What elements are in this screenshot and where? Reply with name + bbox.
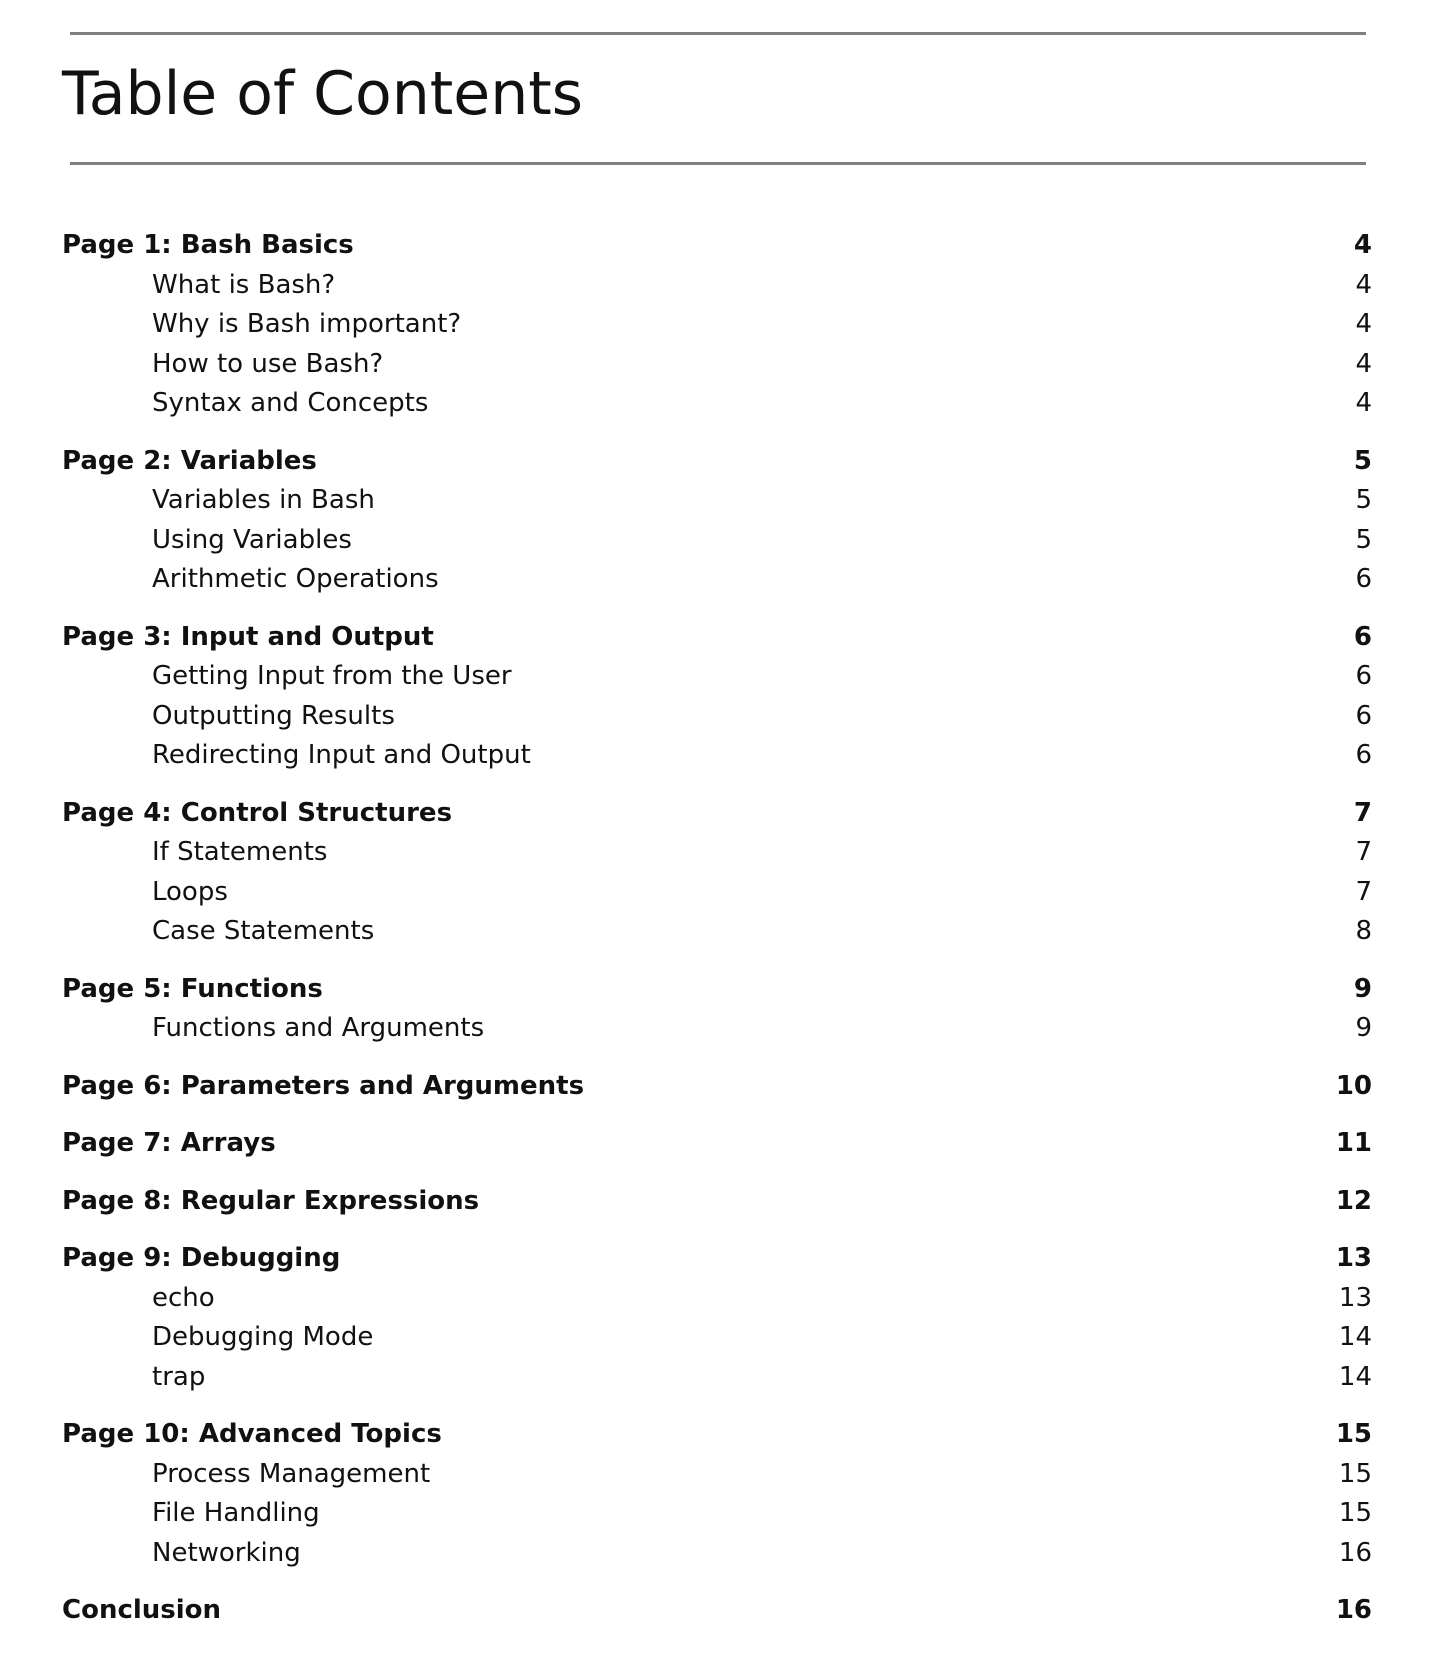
toc-subentry[interactable] <box>0 1455 1442 1495</box>
toc-entry-label: Page 10: Advanced Topics <box>62 1419 442 1449</box>
toc-section <box>0 226 1442 424</box>
toc-subentry-page-number: 14 <box>1338 1361 1372 1392</box>
toc-subentry-label: Getting Input from the User <box>152 661 512 691</box>
toc-subentry-page-number: 7 <box>1355 837 1372 867</box>
toc-entry-label: Page 3: Input and Output <box>62 621 434 652</box>
toc-subentry-page-number: 7 <box>1355 876 1372 907</box>
toc-subentry-page-number: 15 <box>1338 1498 1372 1528</box>
toc-subentry[interactable] <box>0 1318 1442 1358</box>
toc-subentry[interactable] <box>0 736 1442 776</box>
toc-entry[interactable] <box>0 1067 1442 1107</box>
toc-section <box>0 1124 1442 1164</box>
toc-section <box>0 1591 1442 1631</box>
toc-subentry[interactable] <box>0 384 1442 424</box>
toc-subentry-label: trap <box>152 1361 206 1392</box>
toc-section <box>0 1415 1442 1573</box>
toc-subentry-label: Arithmetic Operations <box>152 564 439 594</box>
toc-subentry[interactable] <box>0 1358 1442 1398</box>
toc-subentry-label: echo <box>152 1282 215 1313</box>
toc-section <box>0 970 1442 1049</box>
page-title: Table of Contents <box>62 59 584 129</box>
toc-subentry-page-number: 16 <box>1338 1537 1372 1568</box>
toc-subentry-label: Networking <box>152 1537 301 1568</box>
toc-subentry-label: File Handling <box>152 1498 320 1528</box>
toc-entry[interactable] <box>0 618 1442 658</box>
toc-subentry-page-number: 4 <box>1355 348 1372 379</box>
toc-subentry-label: Process Management <box>152 1458 431 1489</box>
toc-subentry-page-number: 5 <box>1355 485 1372 515</box>
toc-subentry-page-number: 6 <box>1355 700 1372 731</box>
title-underline-rule <box>70 162 1366 165</box>
toc-subentry-label: Case Statements <box>152 916 375 946</box>
toc-entry-label: Page 5: Functions <box>62 973 323 1004</box>
top-rule <box>70 32 1366 35</box>
toc-entry-page-number: 4 <box>1353 230 1372 260</box>
toc-entry-label: Page 1: Bash Basics <box>62 230 354 260</box>
toc-subentry[interactable] <box>0 560 1442 600</box>
toc-subentry-page-number: 14 <box>1338 1322 1372 1352</box>
toc-subentry-label: Syntax and Concepts <box>152 388 429 418</box>
toc-subentry-page-number: 8 <box>1355 916 1372 946</box>
toc-entry-page-number: 10 <box>1335 1070 1372 1101</box>
toc-subentry-label: How to use Bash? <box>152 348 384 379</box>
toc-entry[interactable] <box>0 970 1442 1010</box>
toc-entry[interactable] <box>0 1124 1442 1164</box>
toc-section <box>0 442 1442 600</box>
toc-subentry[interactable] <box>0 912 1442 952</box>
toc-entry-label: Page 6: Parameters and Arguments <box>62 1070 585 1101</box>
toc-entry-page-number: 6 <box>1353 621 1372 652</box>
toc-subentry-label: Redirecting Input and Output <box>152 740 531 770</box>
toc-subentry[interactable] <box>0 345 1442 385</box>
toc-section <box>0 1239 1442 1397</box>
toc-entry-page-number: 13 <box>1335 1243 1372 1273</box>
toc-subentry-label: Loops <box>152 876 228 907</box>
toc-subentry[interactable] <box>0 1494 1442 1534</box>
toc-entry-label: Page 4: Control Structures <box>62 797 453 828</box>
toc-subentry[interactable] <box>0 305 1442 345</box>
toc-entry[interactable] <box>0 1591 1442 1631</box>
toc-entry-page-number: 16 <box>1335 1595 1372 1625</box>
toc-subentry-page-number: 6 <box>1355 661 1372 691</box>
toc-subentry-page-number: 5 <box>1355 524 1372 555</box>
toc-subentry-label: Why is Bash important? <box>152 309 462 339</box>
toc-subentry-label: Variables in Bash <box>152 485 375 515</box>
toc-entry[interactable] <box>0 1415 1442 1455</box>
toc-subentry[interactable] <box>0 833 1442 873</box>
toc-subentry-label: If Statements <box>152 837 328 867</box>
toc-subentry-page-number: 6 <box>1355 564 1372 594</box>
toc-entry-label: Page 8: Regular Expressions <box>62 1185 480 1216</box>
toc-entry-label: Conclusion <box>62 1595 222 1625</box>
toc-subentry[interactable] <box>0 266 1442 306</box>
toc-subentry[interactable] <box>0 873 1442 913</box>
toc-subentry-page-number: 4 <box>1355 269 1372 300</box>
toc-entry-page-number: 11 <box>1335 1128 1372 1158</box>
toc-subentry[interactable] <box>0 697 1442 737</box>
toc-entry-label: Page 7: Arrays <box>62 1128 276 1158</box>
toc-subentry-label: Outputting Results <box>152 700 395 731</box>
toc-subentry[interactable] <box>0 481 1442 521</box>
toc-entry[interactable] <box>0 1239 1442 1279</box>
toc-subentry[interactable] <box>0 1279 1442 1319</box>
toc-entry[interactable] <box>0 442 1442 482</box>
toc-entry[interactable] <box>0 226 1442 266</box>
toc-subentry[interactable] <box>0 657 1442 697</box>
toc-entry-label: Page 2: Variables <box>62 445 317 476</box>
toc-subentry-label: What is Bash? <box>152 269 336 300</box>
toc-subentry-page-number: 15 <box>1338 1458 1372 1489</box>
toc-subentry-page-number: 9 <box>1355 1013 1372 1043</box>
toc-entry-label: Page 9: Debugging <box>62 1243 341 1273</box>
toc-entry-page-number: 5 <box>1353 445 1372 476</box>
toc-section <box>0 1182 1442 1222</box>
toc-subentry-page-number: 4 <box>1355 309 1372 339</box>
toc-subentry-page-number: 4 <box>1355 388 1372 418</box>
toc-subentry[interactable] <box>0 1009 1442 1049</box>
toc-subentry-page-number: 13 <box>1338 1282 1372 1313</box>
toc-section <box>0 618 1442 776</box>
table-of-contents <box>0 226 1442 1649</box>
toc-subentry-page-number: 6 <box>1355 740 1372 770</box>
toc-section <box>0 1067 1442 1107</box>
toc-subentry[interactable] <box>0 1534 1442 1574</box>
toc-entry[interactable] <box>0 1182 1442 1222</box>
toc-entry-page-number: 12 <box>1335 1185 1372 1216</box>
toc-subentry-label: Functions and Arguments <box>152 1013 485 1043</box>
toc-subentry[interactable] <box>0 521 1442 561</box>
toc-entry[interactable] <box>0 794 1442 834</box>
toc-section <box>0 794 1442 952</box>
toc-subentry-label: Using Variables <box>152 524 352 555</box>
toc-entry-page-number: 15 <box>1335 1419 1372 1449</box>
toc-entry-page-number: 7 <box>1353 797 1372 828</box>
toc-subentry-label: Debugging Mode <box>152 1322 374 1352</box>
toc-entry-page-number: 9 <box>1353 973 1372 1004</box>
